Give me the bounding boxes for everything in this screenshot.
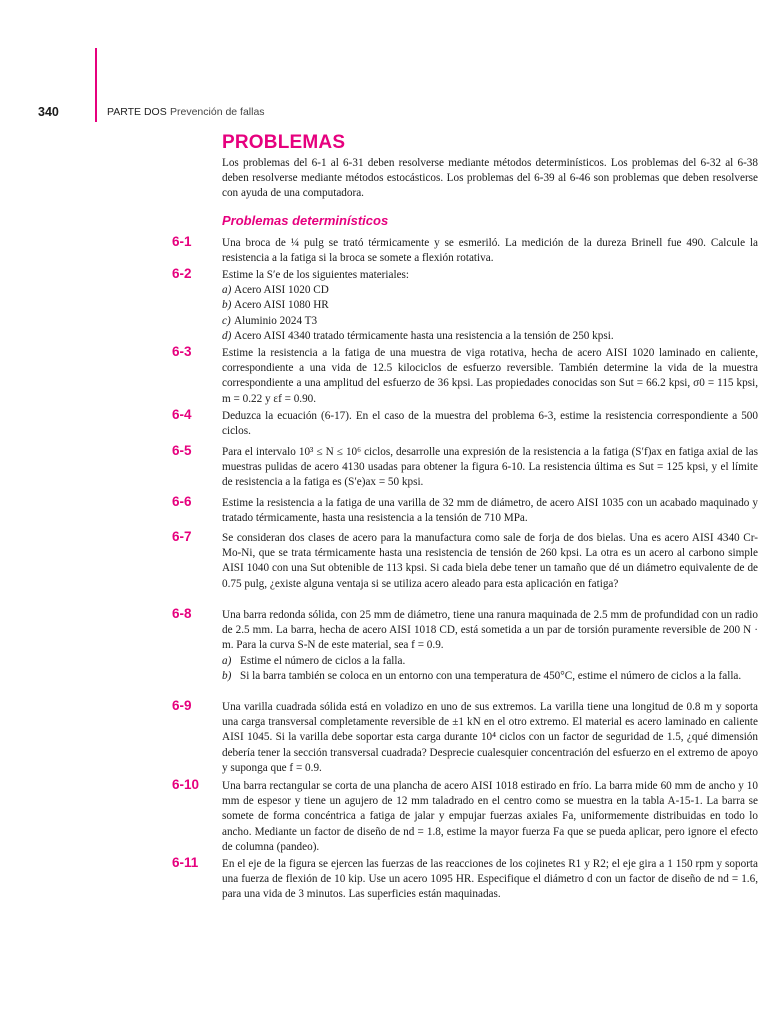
intro-paragraph: Los problemas del 6-1 al 6-31 deben resolverse mediante métodos determinísticos. Los problemas del 6-32 al 6-38 deben resolverse mediante métodos estocásticos. Los problemas del 6-39 al 6-46 son problemas que deben resolverse con ayuda de una computadora. [222,157,758,200]
problem-text: En el eje de la figura se ejercen las fuerzas de las reacciones de los cojinetes R1 y R2; el eje gira a 1 150 rpm y soporta una fuerza de flexión de 10 kip. Use un acero 1095 HR. Especifique el diámetro d con un factor de diseño de nd = 1.6, para una vida de 3 minutos. Las superficies están maquinadas. [222,858,758,901]
problem-text: Para el intervalo 10³ ≤ N ≤ 10⁶ ciclos, desarrolle una expresión de la resistencia a la fatiga (S′f)ax en fatiga axial de las muestras pulidas de acero 4130 usadas para obtener la figura 6-10. La resistencia última es Sut = 125 kpsi, y el límite de resistencia a la fatiga es (S′e)ax = 50 kpsi. [222,446,758,489]
problem-number: 6-11 [172,855,199,870]
part-label: PARTE DOS [107,106,167,118]
problem-text: Una varilla cuadrada sólida está en voladizo en uno de sus extremos. La varilla tiene una longitud de 0.8 m y soporta una carga transversal completamente reversible de ±1 kN en el otro extremo. El material es acero laminado en caliente AISI 1045. Si la varilla debe soportar esta carga durante 10⁴ ciclos con un factor de seguridad de 1.5, ¿qué dimensión debería tener la sección transversal cuadrada? Desprecie cualesquier concentración del esfuerzo en el extremo de apoyo y suponga que f = 0.9. [222,701,758,774]
problem-number: 6-8 [172,606,192,621]
list-item: b) Si la barra también se coloca en un entorno con una temperatura de 450°C, estime el número de ciclos a la falla. [222,669,742,682]
chapter-topic: Prevención de fallas [170,106,265,118]
problem-number: 6-2 [172,266,192,281]
section-title: PROBLEMAS [222,132,346,153]
problem-number: 6-1 [172,234,192,249]
problem-number: 6-4 [172,407,192,422]
problem-text [222,268,758,344]
problem-number: 6-5 [172,443,192,458]
problem-text: Una barra rectangular se corta de una plancha de acero AISI 1018 estirado en frío. La barra mide 60 mm de ancho y 10 mm de espesor y tiene un agujero de 12 mm taladrado en el centro como se muestra en la tabla A-15-1. La barra se somete de forma concéntrica a fatiga de jalar y empujar fuerzas axiales Fa, uniformemente distribuidas en todo lo ancho. Mediante un factor de diseño de nd = 1.8, estime la mayor fuerza Fa que se pueda aplicar, pero ignore el efecto de columna (pandeo). [222,780,758,853]
problem-text: Estime la resistencia a la fatiga de una varilla de 32 mm de diámetro, de acero AISI 1035 con un acabado maquinado y tratado térmicamente, hasta una resistencia a la tensión de 710 MPa. [222,497,758,525]
problem-number: 6-9 [172,698,192,713]
list-item: b) Acero AISI 1080 HR [222,299,329,312]
problem-statement: Una barra redonda sólida, con 25 mm de diámetro, tiene una ranura maquinada de 2.5 mm de profundidad con un radio de 2.5 mm. La barra, hecha de acero AISI 1018 CD, está sometida a un par de torsión puramente reversible de 200 N · m. Para la curva S-N de este material, sea f = 0.9. [222,609,758,652]
problem-number: 6-7 [172,529,192,544]
problem-number: 6-3 [172,344,192,359]
list-item: d) Acero AISI 4340 tratado térmicamente hasta una resistencia a la tensión de 250 kpsi. [222,329,614,342]
problem-text [222,608,758,684]
list-item: c) Aluminio 2024 T3 [222,314,318,327]
list-item: a) Estime el número de ciclos a la falla. [222,654,406,667]
problem-text: Estime la resistencia a la fatiga de una muestra de viga rotativa, hecha de acero AISI 1020 laminado en caliente, correspondiente a una vida de 12.5 kilociclos de esfuerzo reversible. También determine la vida de la muestra correspondiente a una amplitud del esfuerzo de 36 kpsi. Las propiedades conocidas son Sut = 66.2 kpsi, σ0 = 115 kpsi, m = 0.22 y εf = 0.90. [222,347,758,405]
problem-text: Se consideran dos clases de acero para la manufactura como sale de forja de dos bielas. Una es acero AISI 4340 Cr-Mo-Ni, que se trata térmicamente hasta una resistencia de tensión de 260 kpsi. La otra es un acero al carbono simple AISI 1040 con una Sut obtenible de 113 kpsi. Si cada biela debe tener un tamaño que dé un diámetro equivalente de de 0.75 pulg, ¿existe alguna ventaja si se utiliza acero aleado para esta aplicación en fatiga? [222,532,758,590]
subheading: Problemas determinísticos [222,213,389,228]
problem-number: 6-6 [172,494,192,509]
list-item: a) Acero AISI 1020 CD [222,284,329,297]
problem-text: Una broca de ¼ pulg se trató térmicamente y se esmeriló. La medición de la dureza Brinell fue 490. Calcule la resistencia a la fatiga si la broca se somete a flexión rotativa. [222,237,758,265]
problem-statement: Estime la S′e de los siguientes materiales: [222,269,409,281]
header-rule [95,48,97,122]
problem-number: 6-10 [172,777,200,792]
problem-text: Deduzca la ecuación (6-17). En el caso de la muestra del problema 6-3, estime la resistencia correspondiente a 500 ciclos. [222,410,758,438]
page-number: 340 [38,105,59,119]
